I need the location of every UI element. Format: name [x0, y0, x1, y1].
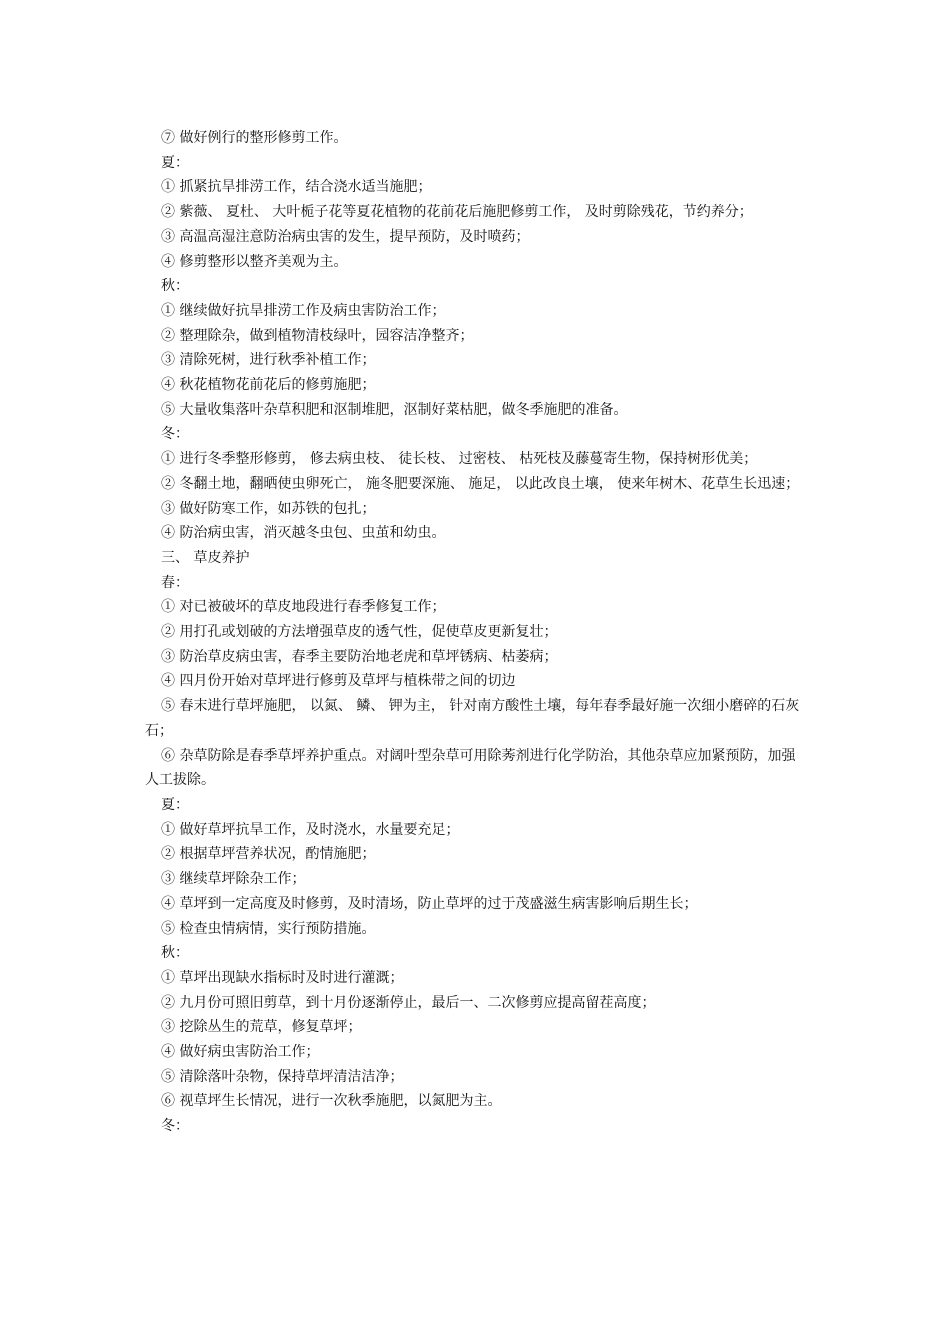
text-line: ① 对已被破坏的草皮地段进行春季修复工作； [161, 599, 446, 616]
season-heading: 夏： [161, 796, 189, 813]
text-line: ⑦ 做好例行的整形修剪工作。 [161, 130, 348, 146]
text-line: ④ 四月份开始对草坪进行修剪及草坪与植株带之间的切边 [161, 673, 516, 690]
text-line: ③ 做好防寒工作，如苏铁的包扎； [161, 500, 376, 517]
season-heading: 秋： [161, 278, 189, 295]
season-heading: 秋： [161, 945, 189, 962]
season-heading: 冬： [161, 1118, 189, 1135]
text-line: ③ 继续草坪除杂工作； [161, 871, 306, 888]
text-paragraph: ① 进行冬季整形修剪， 修去病虫枝、 徒长枝、 过密枝、 枯死枝及藤蔓寄生物，保持树形优美； [161, 451, 758, 468]
text-line: ② 九月份可照旧剪草，到十月份逐渐停止，最后一、二次修剪应提高留茬高度； [161, 994, 656, 1011]
text-line: ④ 秋花植物花前花后的修剪施肥； [161, 377, 376, 394]
section-heading: 三、 草皮养护 [161, 549, 250, 566]
text-line: ④ 草坪到一定高度及时修剪，及时清场，防止草坪的过于茂盛滋生病害影响后期生长； [161, 895, 698, 912]
text-line: ② 根据草坪营养状况，酌情施肥； [161, 846, 376, 863]
text-paragraph: ② 冬翻土地，翻晒使虫卵死亡， 施冬肥要深施、 施足， 以此改良土壤， 使来年树木、花草生长迅速； [161, 475, 800, 492]
text-line: ① 草坪出现缺水指标时及时进行灌溉； [161, 969, 404, 986]
text-line: ④ 防治病虫害，消灭越冬虫包、虫茧和幼虫。 [161, 525, 446, 542]
season-heading: 春： [161, 574, 189, 591]
text-line: ② 整理除杂，做到植物清枝绿叶，园容洁净整齐； [161, 327, 474, 344]
text-line: ⑤ 清除落叶杂物，保持草坪清洁洁净； [161, 1068, 404, 1085]
text-line: ③ 清除死树，进行秋季补植工作； [161, 352, 376, 369]
text-paragraph: ⑤ 春末进行草坪施肥， 以氮、 鳞、 钾为主， 针对南方酸性土壤，每年春季最好施一次细小磨碎的石灰石； [145, 698, 800, 739]
text-line: ⑤ 检查虫情病情，实行预防措施。 [161, 920, 376, 937]
text-line: ③ 防治草皮病虫害，春季主要防治地老虎和草坪锈病、枯萎病； [161, 648, 558, 665]
season-heading: 冬： [161, 426, 189, 443]
text-line: ① 继续做好抗旱排涝工作及病虫害防治工作； [161, 302, 446, 319]
text-line: ③ 高温高湿注意防治病虫害的发生，提早预防，及时喷药； [161, 228, 530, 245]
text-paragraph: ② 紫薇、 夏杜、 大叶栀子花等夏花植物的花前花后施肥修剪工作， 及时剪除残花，节约养分； [161, 204, 753, 221]
text-line: ② 用打孔或划破的方法增强草皮的透气性，促使草皮更新复壮； [161, 624, 558, 641]
text-line: ⑥ 视草坪生长情况，进行一次秋季施肥，以氮肥为主。 [161, 1093, 502, 1110]
season-heading: 夏： [161, 154, 189, 171]
text-line: ⑤ 大量收集落叶杂草积肥和沤制堆肥，沤制好菜枯肥，做冬季施肥的准备。 [161, 401, 628, 418]
text-line: ④ 做好病虫害防治工作； [161, 1044, 320, 1061]
text-line: ④ 修剪整形以整齐美观为主。 [161, 253, 348, 270]
text-line: ③ 挖除丛生的荒草，修复草坪； [161, 1019, 362, 1036]
text-line: ① 做好草坪抗旱工作，及时浇水，水量要充足； [161, 821, 460, 838]
text-paragraph: ⑥ 杂草防除是春季草坪养护重点。对阔叶型杂草可用除莠剂进行化学防治，其他杂草应加紧预防，加强人工拔除。 [145, 747, 796, 789]
document-body [145, 126, 805, 1139]
text-line: ① 抓紧抗旱排涝工作，结合浇水适当施肥； [161, 179, 432, 196]
